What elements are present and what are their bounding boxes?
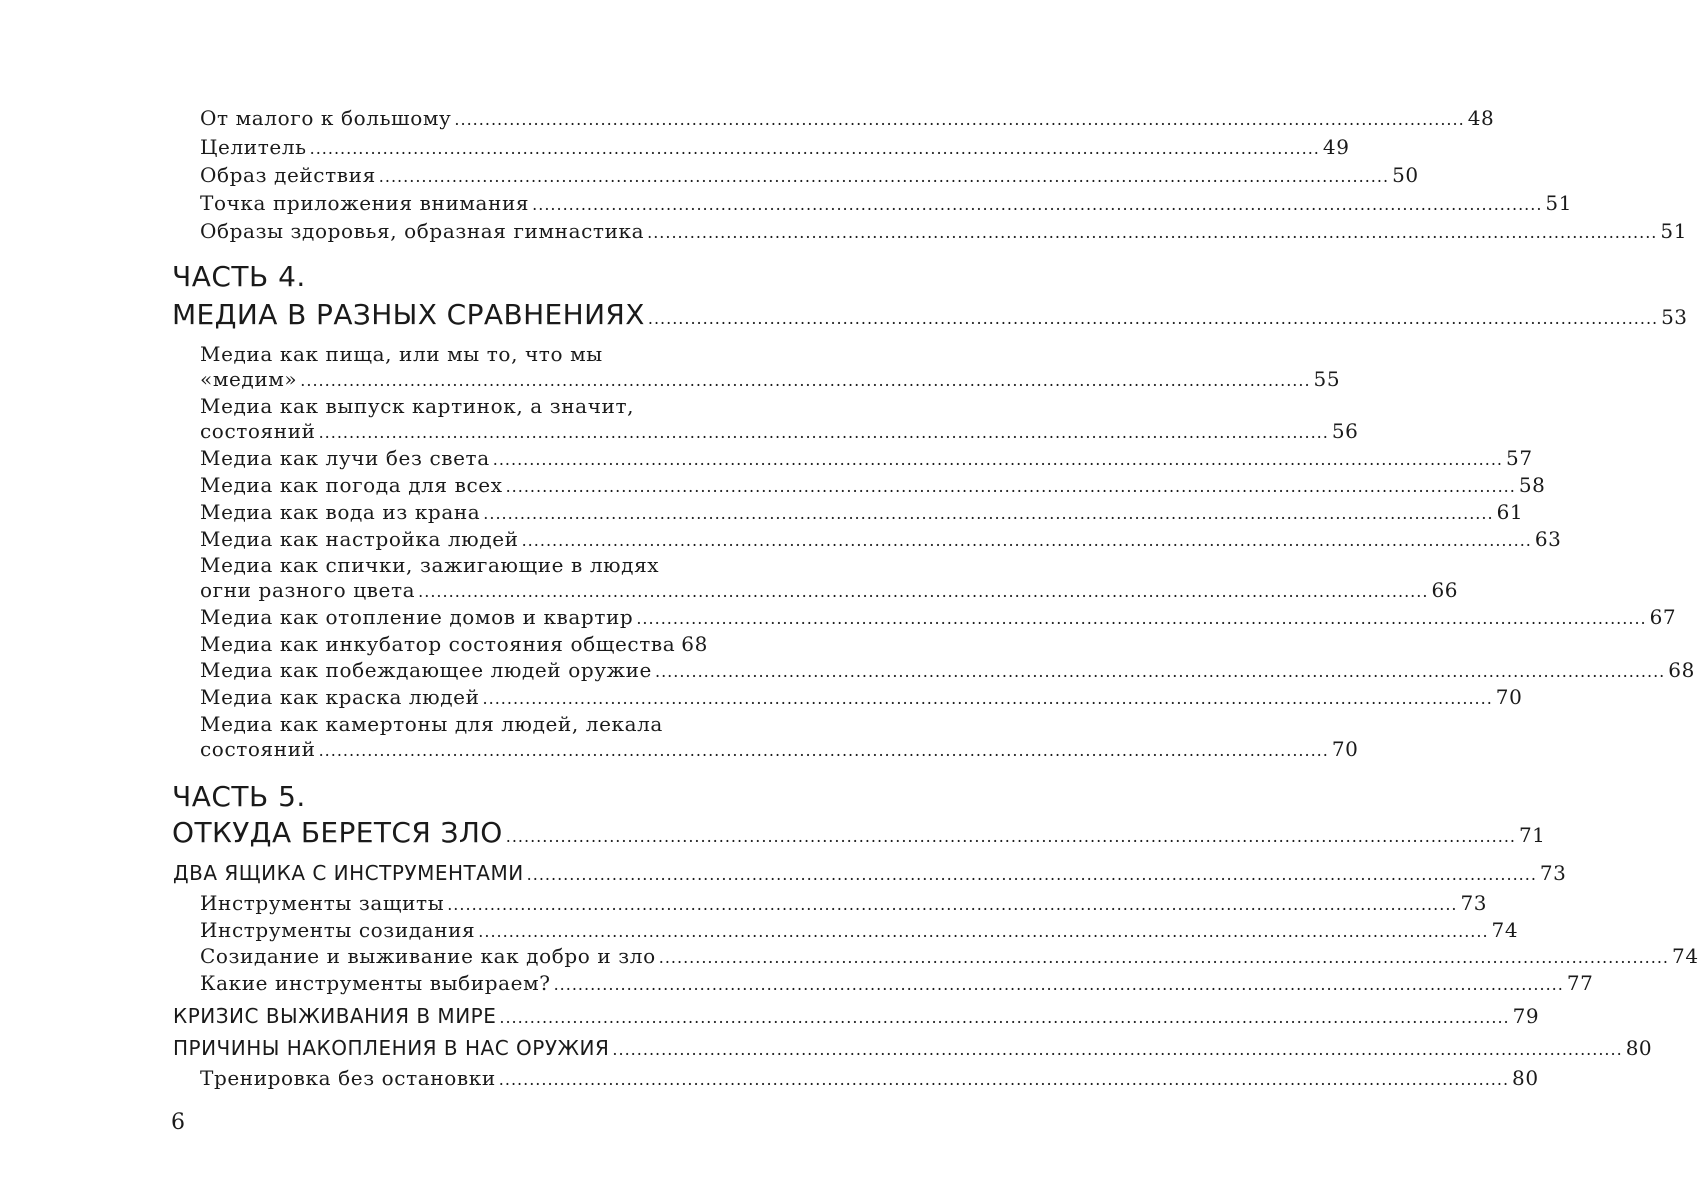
toc-entry-page: 70 [1331,737,1359,761]
toc-entry-title: Медиа как погода для всех [200,473,503,497]
leader-dots [554,975,1564,994]
toc-entry [200,658,1695,682]
part-4-page: 53 [1661,305,1688,329]
toc-entry-page: 74 [1672,944,1699,968]
toc-entry [200,737,1359,761]
leader-dots [522,531,1532,550]
toc-entry [200,367,1341,391]
toc-entry-title: Медиа как инкубатор состояния общества [200,632,676,656]
leader-dots [319,423,1329,442]
toc-entry-line1: Медиа как пища, или мы то, что мы [200,342,603,366]
section-page: 73 [1539,861,1567,885]
part-4-title: МЕДИА В РАЗНЫХ СРАВНЕНИЯХ [172,298,645,331]
toc-entry-title: Медиа как побеждающее людей оружие [200,658,652,682]
section-heading [173,1036,1653,1060]
toc-entry-page: 66 [1431,578,1459,602]
toc-entry-page: 68 [681,632,708,656]
page-number: 6 [171,1110,185,1135]
toc-entry-line1: Медиа как спички, зажигающие в людях [200,553,660,577]
toc-entry-title: Медиа как отопление домов и квартир [200,605,634,629]
toc-entry-title: «медим» [200,367,298,391]
toc-entry [200,1066,1539,1090]
toc-entry-title: От малого к большому [200,106,452,130]
leader-dots [527,865,1537,884]
toc-entry [200,605,1677,629]
toc-entry-page: 73 [1460,891,1488,915]
toc-entry [200,219,1688,243]
toc-entry-title: Точка приложения внимания [200,191,530,215]
toc-entry [200,918,1519,942]
toc-entry-page: 48 [1467,106,1495,130]
toc-entry-title: Какие инструменты выбираем? [200,971,551,995]
leader-dots [310,139,1320,158]
toc-entry [200,106,1495,130]
toc-entry-page: 74 [1491,918,1519,942]
toc-entry-page: 67 [1649,605,1677,629]
leader-dots [447,895,1457,914]
toc-entry-title: Образ действия [200,163,376,187]
leader-dots [636,609,1646,628]
toc-entry-page: 63 [1534,527,1562,551]
toc-entry-page: 80 [1512,1066,1539,1090]
toc-entry-page: 49 [1322,135,1350,159]
toc-entry-line1: Медиа как выпуск картинок, а значит, [200,394,635,418]
toc-entry-page: 61 [1496,500,1524,524]
part-4-heading [172,298,1688,331]
leader-dots [483,689,1493,708]
toc-entry-page: 77 [1566,971,1594,995]
toc-entry-title: Образы здоровья, образная гимнастика [200,219,645,243]
toc-entry-page: 70 [1495,685,1523,709]
part-5-title: ОТКУДА БЕРЕТСЯ ЗЛО [172,816,503,849]
leader-dots [648,309,1658,328]
leader-dots [493,450,1503,469]
toc-entry-page: 57 [1506,446,1533,470]
toc-entry [200,135,1350,159]
leader-dots [478,922,1488,941]
toc-entry [200,944,1699,968]
toc-entry [200,446,1533,470]
section-heading [173,1004,1540,1028]
section-page: 79 [1512,1004,1540,1028]
section-page: 80 [1625,1036,1653,1060]
part-4-label: ЧАСТЬ 4. [172,260,306,293]
toc-entry-title: Созидание и выживание как добро и зло [200,944,656,968]
section-title: ДВА ЯЩИКА С ИНСТРУМЕНТАМИ [173,861,524,885]
part-5-page: 71 [1519,823,1546,847]
toc-entry [200,419,1359,443]
section-title: ПРИЧИНЫ НАКОПЛЕНИЯ В НАС ОРУЖИЯ [173,1036,610,1060]
toc-entry [200,500,1524,524]
leader-dots [499,1070,1509,1089]
toc-entry-page: 68 [1668,658,1695,682]
toc-entry-title: Медиа как вода из крана [200,500,481,524]
toc-entry [200,163,1419,187]
part-5-heading [172,816,1546,849]
part-5-label: ЧАСТЬ 5. [172,780,306,813]
toc-entry-page: 51 [1660,219,1688,243]
leader-dots [499,1008,1509,1027]
leader-dots [506,827,1516,846]
toc-entry-title: состояний [200,419,316,443]
leader-dots [532,195,1542,214]
toc-entry-title: состояний [200,737,316,761]
toc-entry [200,891,1488,915]
section-heading [173,861,1567,885]
leader-dots [612,1040,1622,1059]
section-title: КРИЗИС ВЫЖИВАНИЯ В МИРЕ [173,1004,497,1028]
toc-entry-title: Инструменты созидания [200,918,476,942]
toc-entry-line1: Медиа как камертоны для людей, лекала [200,712,663,736]
leader-dots [319,741,1329,760]
toc-entry-title: Медиа как краска людей [200,685,480,709]
toc-entry-page: 56 [1331,419,1359,443]
toc-entry-page: 55 [1313,367,1341,391]
leader-dots [655,662,1665,681]
toc-entry [200,191,1573,215]
leader-dots [483,504,1493,523]
leader-dots [418,582,1428,601]
toc-entry-title: Целитель [200,135,307,159]
toc-entry-title: Медиа как настройка людей [200,527,519,551]
toc-entry [200,527,1562,551]
leader-dots [659,948,1669,967]
toc-entry [200,685,1523,709]
toc-entry [200,971,1594,995]
toc-entry-title: Тренировка без остановки [200,1066,496,1090]
toc-entry [200,578,1459,602]
toc-entry-page: 51 [1545,191,1573,215]
leader-dots [379,167,1389,186]
leader-dots [647,223,1657,242]
toc-entry-page: 50 [1392,163,1419,187]
leader-dots [300,371,1310,390]
toc-entry-page: 58 [1518,473,1546,497]
toc-entry [200,632,708,656]
leader-dots [506,477,1516,496]
leader-dots [454,110,1464,129]
toc-entry-title: Инструменты защиты [200,891,445,915]
toc-entry-title: Медиа как лучи без света [200,446,490,470]
toc-entry [200,473,1546,497]
toc-entry-title: огни разного цвета [200,578,416,602]
